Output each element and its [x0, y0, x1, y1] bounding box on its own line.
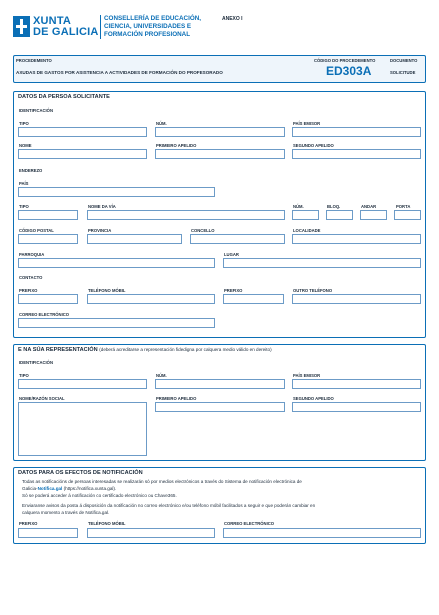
label-bloq: BLOQ. — [327, 204, 341, 209]
label-pais-emisor: PAÍS EMISOR — [293, 373, 321, 378]
applicant-pais-field[interactable] — [18, 187, 215, 197]
rep-title: E NA SÚA REPRESENTACIÓN — [18, 347, 98, 353]
procedure-label: PROCEDEMENTO — [16, 58, 52, 63]
label-concello: CONCELLO — [191, 228, 215, 233]
applicant-pais-emisor-field[interactable] — [292, 127, 421, 137]
applicant-correo-field[interactable] — [18, 318, 215, 328]
label-telefono-mobil: TELÉFONO MÓBIL — [88, 288, 126, 293]
section-title — [18, 347, 272, 353]
label-correo: CORREO ELECTRÓNICO — [19, 312, 70, 317]
label-segundo-apelido: SEGUNDO APELIDO — [293, 396, 334, 401]
applicant-nome-field[interactable] — [18, 149, 147, 159]
procedure-name: AXUDAS DE GASTOS POR ASISTENCIA A ACTIVIDADES DE FORMACIÓN DO PROFESORADO — [16, 70, 223, 75]
applicant-telefono-mobil-field[interactable] — [87, 294, 215, 304]
applicant-prefixo-field[interactable] — [18, 294, 78, 304]
label-localidade: LOCALIDADE — [293, 228, 321, 233]
section-title: DATOS PARA OS EFECTOS DE NOTIFICACIÓN — [18, 470, 143, 476]
label-tipo: TIPO — [19, 121, 29, 126]
label-provincia: PROVINCIA — [88, 228, 112, 233]
document-label: DOCUMENTO — [390, 58, 418, 63]
xunta-logo-icon — [13, 16, 30, 37]
document-type: SOLICITUDE — [390, 70, 416, 75]
label-correo: CORREO ELECTRÓNICO — [224, 521, 275, 526]
procedure-code-label: CÓDIGO DO PROCEDEMENTO — [314, 58, 376, 63]
annex-label: ANEXO I — [222, 16, 243, 22]
applicant-segundo-apelido-field[interactable] — [292, 149, 421, 159]
label-num-via: NÚM. — [293, 204, 304, 209]
notification-text: Todas as notificacións de persoas interesadas se realizarán só por medios electrónicos a través do Sistema de notificación electrónica de — [22, 479, 302, 484]
applicant-outro-telefono-field[interactable] — [292, 294, 421, 304]
label-codigo-postal: CÓDIGO POSTAL — [19, 228, 54, 233]
applicant-lugar-field[interactable] — [223, 258, 421, 268]
conselleria-name — [104, 15, 201, 39]
subsection-identification: IDENTIFICACIÓN — [19, 108, 53, 113]
label-num: NÚM. — [156, 373, 167, 378]
applicant-codigo-postal-field[interactable] — [18, 234, 78, 244]
label-primeiro-apelido: PRIMEIRO APELIDO — [156, 143, 197, 148]
notification-text-part: (https://notifica.xunta.gal). — [62, 486, 117, 491]
label-prefixo-outro: PREFIXO — [224, 288, 243, 293]
logo-text-xunta: XUNTA — [33, 15, 72, 27]
procedure-code: ED303A — [326, 64, 372, 78]
rep-pais-emisor-field[interactable] — [292, 379, 421, 389]
label-porta: PORTA — [396, 204, 411, 209]
label-pais: PAÍS — [19, 181, 29, 186]
rep-nome-razon-field[interactable] — [18, 402, 147, 456]
notifica-link[interactable]: Notifica.gal — [37, 486, 63, 491]
label-segundo-apelido: SEGUNDO APELIDO — [293, 143, 334, 148]
notification-text: Só se poderá acceder á notificación co certificado electrónico ou Chave365. — [22, 493, 177, 498]
label-prefixo: PREFIXO — [19, 288, 38, 293]
label-lugar: LUGAR — [224, 252, 239, 257]
subsection-enderezo: ENDEREZO — [19, 168, 43, 173]
applicant-localidade-field[interactable] — [292, 234, 421, 244]
applicant-andar-field[interactable] — [360, 210, 387, 220]
label-pais-emisor: PAÍS EMISOR — [293, 121, 321, 126]
applicant-parroquia-field[interactable] — [18, 258, 215, 268]
conselleria-line: CONSELLERÍA DE EDUCACIÓN, — [104, 15, 202, 22]
applicant-primeiro-apelido-field[interactable] — [155, 149, 285, 159]
notif-correo-field[interactable] — [223, 528, 421, 538]
applicant-concello-field[interactable] — [190, 234, 285, 244]
label-nome-via: NOME DA VÍA — [88, 204, 116, 209]
label-andar: ANDAR — [361, 204, 377, 209]
label-outro-telefono: OUTRO TELÉFONO — [293, 288, 333, 293]
label-tipo: TIPO — [19, 373, 29, 378]
label-tipo-via: TIPO — [19, 204, 29, 209]
applicant-prefixo-outro-field[interactable] — [223, 294, 284, 304]
applicant-provincia-field[interactable] — [87, 234, 182, 244]
rep-num-field[interactable] — [155, 379, 285, 389]
label-parroquia: PARROQUIA — [19, 252, 45, 257]
label-num: NÚM. — [156, 121, 167, 126]
applicant-tipo-field[interactable] — [18, 127, 147, 137]
label-telefono-mobil: TELÉFONO MÓBIL — [88, 521, 126, 526]
applicant-num-field[interactable] — [155, 127, 285, 137]
logo-text-galicia: DE GALICIA — [33, 26, 99, 38]
label-primeiro-apelido: PRIMEIRO APELIDO — [156, 396, 197, 401]
label-nome-razon: NOME/RAZÓN SOCIAL — [19, 396, 65, 401]
conselleria-line: FORMACIÓN PROFESIONAL — [104, 31, 191, 38]
rep-primeiro-apelido-field[interactable] — [155, 402, 285, 412]
subsection-identification: IDENTIFICACIÓN — [19, 360, 53, 365]
applicant-num-via-field[interactable] — [292, 210, 319, 220]
notification-text — [22, 485, 116, 492]
applicant-tipo-via-field[interactable] — [18, 210, 78, 220]
section-title: DATOS DA PERSOA SOLICITANTE — [18, 94, 110, 100]
applicant-nome-via-field[interactable] — [87, 210, 285, 220]
applicant-porta-field[interactable] — [394, 210, 421, 220]
notif-telefono-mobil-field[interactable] — [87, 528, 215, 538]
notification-text: calquera momento a través de Notifica.gal. — [22, 510, 110, 515]
rep-segundo-apelido-field[interactable] — [292, 402, 421, 412]
notif-prefixo-field[interactable] — [18, 528, 78, 538]
applicant-bloq-field[interactable] — [326, 210, 353, 220]
subsection-contacto: CONTACTO — [19, 275, 43, 280]
label-nome: NOME — [19, 143, 32, 148]
rep-tipo-field[interactable] — [18, 379, 147, 389]
logo-divider — [100, 15, 101, 39]
rep-title-note: (deberá acreditarse a representación fidedigna por calquera medio válido en dereito) — [99, 347, 272, 352]
notification-text-part: Galicia- — [22, 486, 38, 491]
notification-text: Enviaranse avisos da posta á disposición da notificación no correo electrónico e/ou teléfono móbil facilitados a seguir e que poderán cambiar en — [22, 503, 316, 508]
conselleria-line: CIENCIA, UNIVERSIDADES E — [104, 23, 192, 30]
label-prefixo: PREFIXO — [19, 521, 38, 526]
